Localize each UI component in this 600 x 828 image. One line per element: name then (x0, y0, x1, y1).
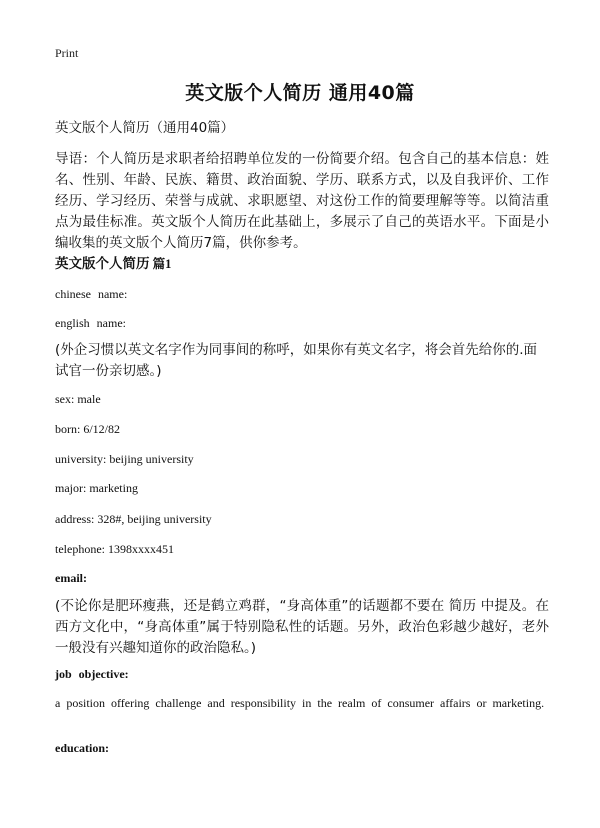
job-objective-text: a position offering challenge and responsibility in the realm of consumer affairs or marketing. (55, 696, 545, 710)
section-heading-number: 篇1 (149, 257, 172, 271)
english-name-line: english name: (55, 316, 126, 330)
section-heading (55, 252, 549, 273)
born-line: born: 6/12/82 (55, 422, 120, 436)
section-heading-text: 英文版个人简历 (55, 256, 150, 272)
page-title: 英文版个人简历 通用40篇 (185, 82, 415, 104)
major-line: major: marketing (55, 481, 138, 495)
telephone-line: telephone: 1398xxxx451 (55, 542, 174, 556)
document-subtitle: 英文版个人简历（通用40篇） (55, 120, 235, 136)
name-note: (外企习惯以英文名字作为同事间的称呼，如果你有英文名字，将会首先给你的.面试官一份亲切感。) (55, 342, 538, 379)
university-line: university: beijing university (55, 452, 194, 466)
sex-line: sex: male (55, 392, 101, 406)
intro-paragraph: 导语：个人简历是求职者给招聘单位发的一份简要介绍。包含自己的基本信息：姓名、性别、年龄、民族、籍贯、政治面貌、学历、联系方式，以及自我评价、工作经历、学习经历、荣誉与成就、求职愿望、对这份工作的简要理解等等。以简洁重点为最佳标准。英文版个人简历在此基础上，多展示了自己的英语水平。下面是小编收集的英文版个人简历7篇，供你参考。 (55, 151, 549, 251)
education-label: education: (55, 741, 109, 755)
email-note: (不论你是肥环瘦燕，还是鹤立鸡群，“身高体重”的话题都不要在 简历 中提及。在西方文化中，“身高体重”属于特别隐私性的话题。另外，政治色彩越少越好，老外一般没有兴趣知道你的政治隐私。) (55, 598, 549, 656)
chinese-name-line: chinese name: (55, 287, 128, 301)
email-label: email: (55, 571, 87, 585)
print-link[interactable]: Print (55, 46, 79, 60)
job-objective-label: job objective: (55, 667, 129, 681)
address-line: address: 328#, beijing university (55, 512, 212, 526)
